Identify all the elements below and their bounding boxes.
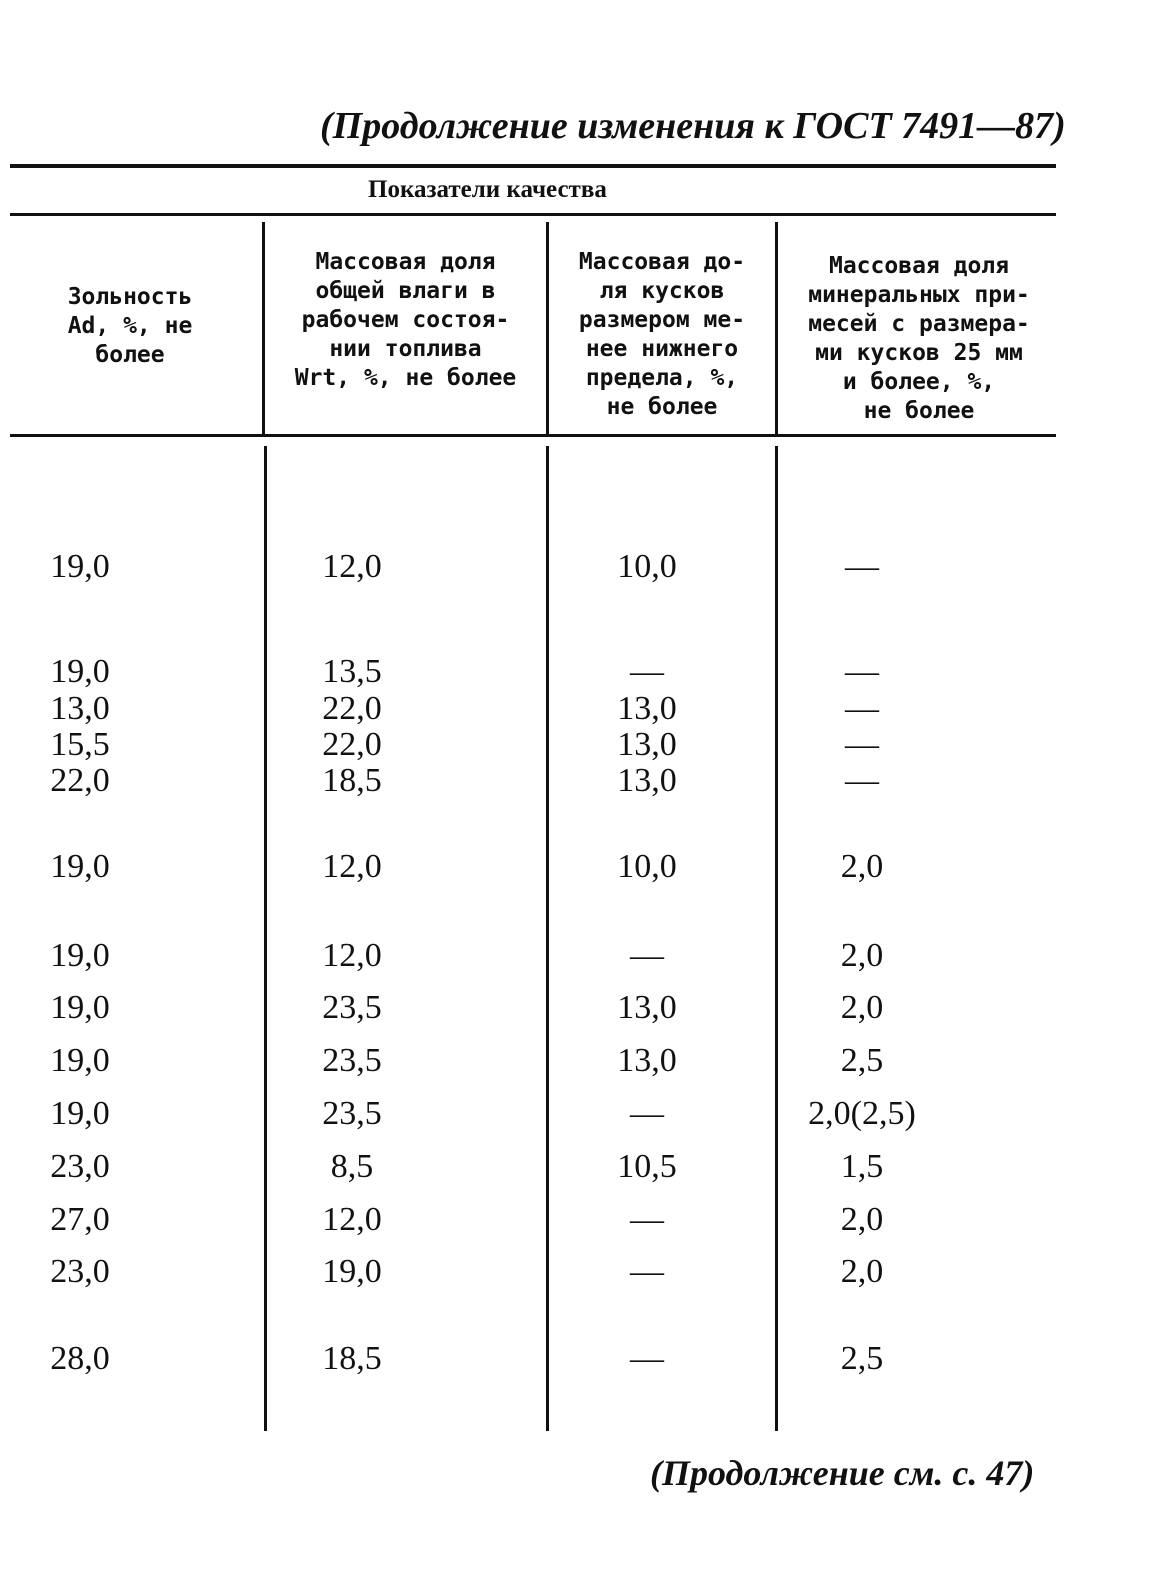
moisture-cell: 22,0: [322, 726, 382, 763]
fines-cell: —: [630, 1201, 664, 1238]
impurities-cell: 2,0: [840, 1201, 884, 1238]
fines-cell: —: [630, 653, 664, 690]
body-divider-1: [264, 446, 267, 1431]
impurities-cell: —: [845, 690, 879, 727]
fines-cell: —: [630, 1340, 664, 1377]
ash-cell: 19,0: [50, 848, 110, 885]
fines-cell: —: [630, 1095, 664, 1132]
moisture-cell: 22,0: [322, 690, 382, 727]
ash-cell: 19,0: [50, 653, 110, 690]
fines-cell: 10,5: [617, 1148, 677, 1185]
impurities-cell: 2,5: [840, 1340, 884, 1377]
body-divider-2: [546, 446, 549, 1431]
header-bottom-rule: [10, 434, 1056, 437]
fines-cell: 13,0: [617, 762, 677, 799]
column-header-fines: Массовая до- ля кусков размером ме- нее нижнего предела, %, не более: [578, 249, 746, 420]
fines-cell: —: [630, 937, 664, 974]
fines-cell: 13,0: [617, 1042, 677, 1079]
impurities-cell: 2,5: [840, 1042, 884, 1079]
header-divider-2: [546, 222, 549, 434]
ash-cell: 28,0: [50, 1340, 110, 1377]
column-header-ash: Зольность Ad, %, не более: [67, 284, 193, 368]
moisture-cell: 18,5: [322, 1340, 382, 1377]
fines-cell: 13,0: [617, 690, 677, 727]
fines-cell: —: [630, 1253, 664, 1290]
body-divider-3: [775, 446, 778, 1431]
continuation-footer: (Продолжение см. с. 47): [650, 1453, 1035, 1493]
impurities-cell: 2,0(2,5): [808, 1095, 916, 1132]
ash-cell: 27,0: [50, 1201, 110, 1238]
ash-cell: 23,0: [50, 1148, 110, 1185]
impurities-cell: 2,0: [840, 937, 884, 974]
moisture-cell: 12,0: [322, 1201, 382, 1238]
moisture-cell: 23,5: [322, 989, 382, 1026]
impurities-cell: 2,0: [840, 848, 884, 885]
continuation-header: (Продолжение изменения к ГОСТ 7491—87): [320, 105, 1066, 147]
ash-cell: 15,5: [50, 726, 110, 763]
impurities-cell: —: [845, 726, 879, 763]
moisture-cell: 18,5: [322, 762, 382, 799]
column-header-moisture: Массовая доля общей влаги в рабочем состоя- нии топлива Wrt, %, не более: [294, 249, 517, 391]
moisture-cell: 12,0: [322, 548, 382, 585]
column-header-impurities: Массовая доля минеральных при- месей с размера- ми кусков 25 мм и более, %, не более: [808, 253, 1030, 424]
ash-cell: 22,0: [50, 762, 110, 799]
moisture-cell: 12,0: [322, 848, 382, 885]
ash-cell: 19,0: [50, 989, 110, 1026]
impurities-cell: 2,0: [840, 1253, 884, 1290]
ash-cell: 19,0: [50, 937, 110, 974]
impurities-cell: 1,5: [840, 1148, 884, 1185]
fines-cell: 10,0: [617, 848, 677, 885]
moisture-cell: 23,5: [322, 1042, 382, 1079]
group-rule: [10, 213, 1056, 216]
fines-cell: 10,0: [617, 548, 677, 585]
fines-cell: 13,0: [617, 989, 677, 1026]
ash-cell: 19,0: [50, 1095, 110, 1132]
impurities-cell: —: [845, 762, 879, 799]
table-top-rule: [10, 164, 1056, 168]
header-divider-1: [262, 222, 265, 434]
ash-cell: 19,0: [50, 1042, 110, 1079]
impurities-cell: —: [845, 548, 879, 585]
fines-cell: 13,0: [617, 726, 677, 763]
ash-cell: 23,0: [50, 1253, 110, 1290]
moisture-cell: 19,0: [322, 1253, 382, 1290]
moisture-cell: 23,5: [322, 1095, 382, 1132]
ash-cell: 13,0: [50, 690, 110, 727]
group-title: Показатели качества: [368, 176, 607, 203]
impurities-cell: 2,0: [840, 989, 884, 1026]
moisture-cell: 13,5: [322, 653, 382, 690]
ash-cell: 19,0: [50, 548, 110, 585]
moisture-cell: 12,0: [322, 937, 382, 974]
header-divider-3: [775, 222, 778, 434]
moisture-cell: 8,5: [330, 1148, 374, 1185]
impurities-cell: —: [845, 653, 879, 690]
